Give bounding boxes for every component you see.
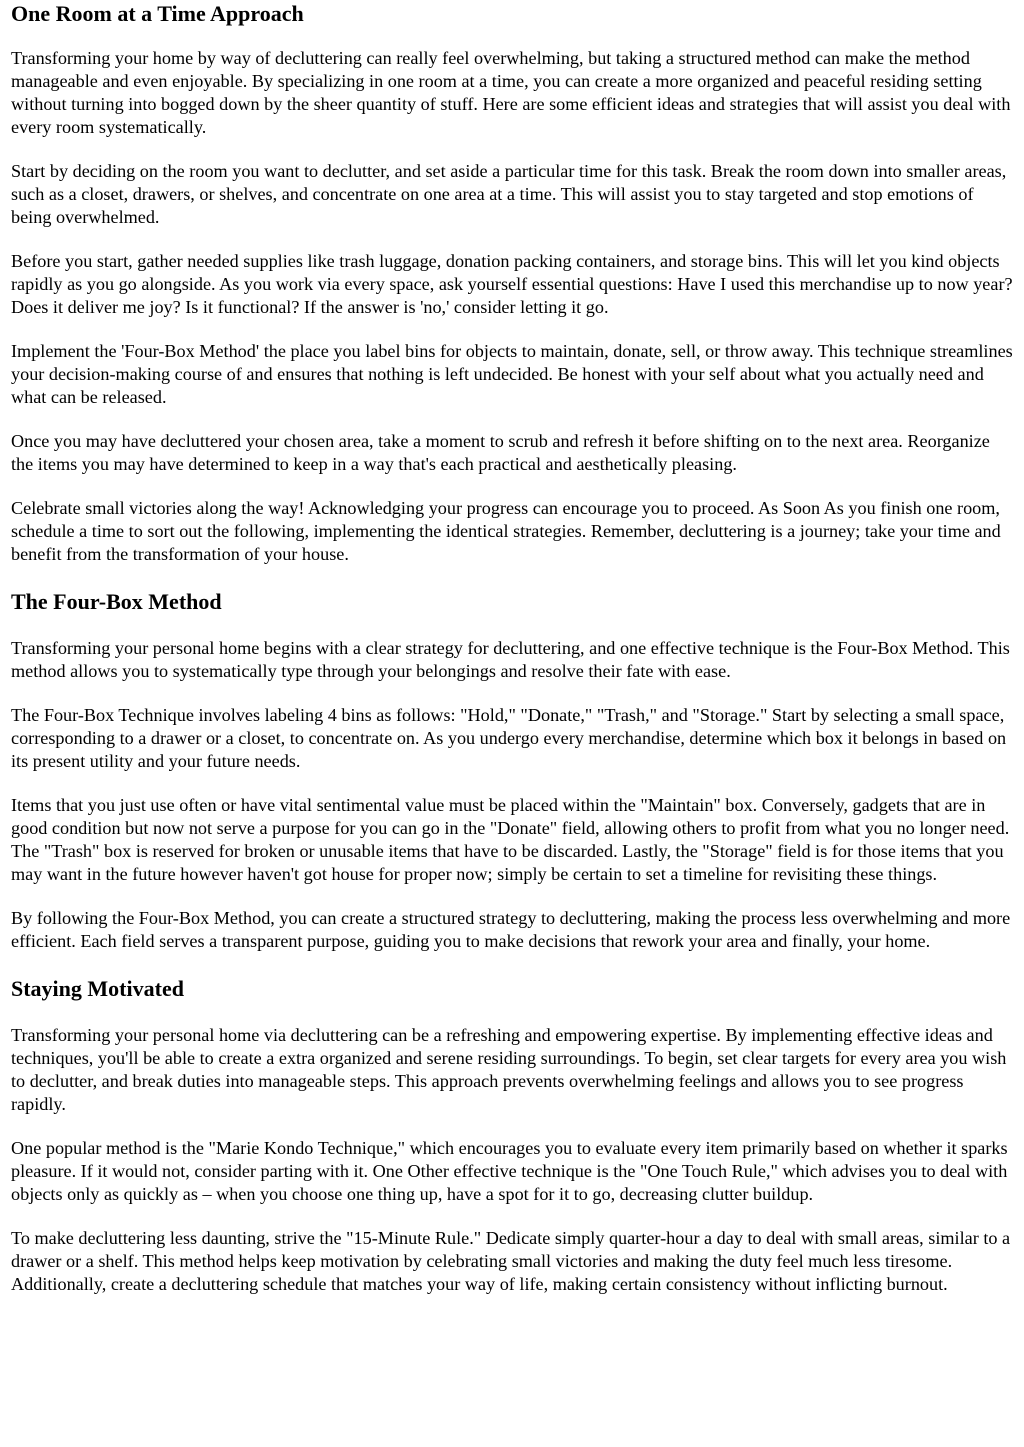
- section-heading: The Four-Box Method: [11, 589, 222, 614]
- section-heading: Staying Motivated: [11, 976, 184, 1001]
- paragraph: Before you start, gather needed supplies like trash luggage, donation packing containers, and storage bins. This will let you kind objects rapidly as you go alongside. As you work via every space, ask yourself essential questions: Have I used this merchandise up to now year? Does it deliver me joy? Is it functional? If the answer is 'no,' consider letting it go.: [11, 251, 1013, 317]
- section-heading: One Room at a Time Approach: [11, 1, 304, 26]
- paragraph: One popular method is the "Marie Kondo Technique," which encourages you to evaluate every item primarily based on whether it sparks pleasure. If it would not, consider parting with it. One Other effective technique is the "One Touch Rule," which advises you to deal with objects only as quickly as – when you choose one thing up, have a spot for it to go, decreasing clutter buildup.: [11, 1138, 1008, 1204]
- paragraph: Celebrate small victories along the way! Acknowledging your progress can encourage you to proceed. As Soon As you finish one room, schedule a time to sort out the following, implementing the identical strategies. Remember, decluttering is a journey; take your time and benefit from the transformation of your house.: [11, 498, 1001, 564]
- paragraph: Start by deciding on the room you want to declutter, and set aside a particular time for this task. Break the room down into smaller areas, such as a closet, drawers, or shelves, and concentrate on one area at a time. This will assist you to stay targeted and stop emotions of being overwhelmed.: [11, 161, 1007, 227]
- paragraph: By following the Four-Box Method, you can create a structured strategy to decluttering, making the process less overwhelming and more efficient. Each field serves a transparent purpose, guiding you to make decisions that rework your area and finally, your home.: [11, 908, 1011, 951]
- paragraph: Once you may have decluttered your chosen area, take a moment to scrub and refresh it before shifting on to the next area. Reorganize the items you may have determined to keep in a way that's each practical and aesthetically pleasing.: [11, 431, 990, 474]
- paragraph: The Four-Box Technique involves labeling 4 bins as follows: "Hold," "Donate," "Trash," and "Storage." Start by selecting a small space, corresponding to a drawer or a closet, to concentrate on. As you undergo every merchandise, determine which box it belongs in based on its present utility and your future needs.: [11, 705, 1007, 771]
- paragraph: Implement the 'Four-Box Method' the place you label bins for objects to maintain, donate, sell, or throw away. This technique streamlines your decision-making course of and ensures that nothing is left undecided. Be honest with your self about what you actually need and what can be released.: [11, 341, 1013, 407]
- paragraph: Transforming your personal home begins with a clear strategy for decluttering, and one effective technique is the Four-Box Method. This method allows you to systematically type through your belongings and resolve their fate with ease.: [11, 638, 1010, 681]
- paragraph: Transforming your home by way of decluttering can really feel overwhelming, but taking a structured method can make the method manageable and even enjoyable. By specializing in one room at a time, you can create a more organized and peaceful residing setting without turning into bogged down by the sheer quantity of stuff. Here are some efficient ideas and strategies that will assist you deal with every room systematically.: [11, 48, 1011, 137]
- paragraph: Items that you just use often or have vital sentimental value must be placed within the "Maintain" box. Conversely, gadgets that are in good condition but now not serve a purpose for you can go in the "Donate" field, allowing others to profit from what you no longer need. The "Trash" box is reserved for broken or unusable items that have to be discarded. Lastly, the "Storage" field is for those items that you may want in the future however haven't got house for proper now; simply be certain to set a timeline for revisiting these things.: [11, 795, 1010, 884]
- paragraph: To make decluttering less daunting, strive the "15-Minute Rule." Dedicate simply quarter-hour a day to deal with small areas, similar to a drawer or a shelf. This method helps keep motivation by celebrating small victories and making the duty feel much less tiresome. Additionally, create a decluttering schedule that matches your way of life, making certain consistency without inflicting burnout.: [11, 1228, 1011, 1294]
- article: [0, 1, 1024, 1296]
- paragraph: Transforming your personal home via decluttering can be a refreshing and empowering expertise. By implementing effective ideas and techniques, you'll be able to create a extra organized and serene residing surroundings. To begin, set clear targets for every area you wish to declutter, and break duties into manageable steps. This approach prevents overwhelming feelings and allows you to see progress rapidly.: [11, 1025, 1007, 1114]
